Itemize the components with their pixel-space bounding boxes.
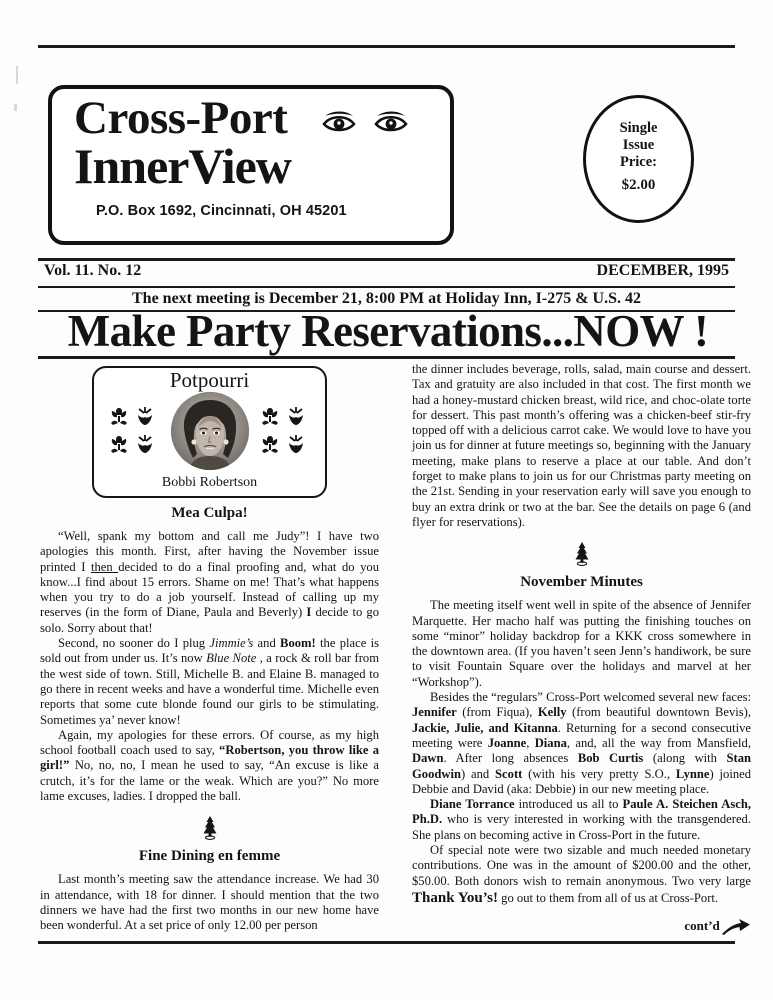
text-run-bold: Boom! bbox=[280, 636, 316, 651]
text-run: “Well, spank my bottom and call me Judy”! I have two apologies this month. First, after having the November issue printed I bbox=[40, 529, 379, 574]
masthead-title-line-1: Cross-Port bbox=[74, 92, 288, 144]
potpourri-title: Potpourri bbox=[169, 368, 250, 392]
text-run-bold: Diane Torrance bbox=[430, 797, 515, 812]
masthead-title-line-2: InnerView bbox=[74, 138, 291, 194]
continued-label: cont’d bbox=[684, 918, 720, 934]
text-run-bold: Thank You’s! bbox=[412, 889, 499, 906]
text-run-bold: “Robertson, you throw like a girl!” bbox=[40, 743, 379, 773]
paragraph-mea-culpa-2 bbox=[40, 636, 379, 728]
issue-band-rule bbox=[38, 258, 735, 261]
text-run: (from beautiful downtown Bevis), bbox=[566, 705, 752, 720]
text-run-bold: Kelly bbox=[537, 705, 567, 720]
flower-ornament-group-left bbox=[108, 402, 160, 458]
text-run-bold: Jackie, Julie, and Kitanna bbox=[412, 720, 558, 735]
paragraph-mea-culpa-3 bbox=[40, 728, 379, 804]
text-run: No, no, no, I mean he used to say, “An excuse is like a crutch, it’s for the lame or the weak. Which are you?” No more lame excuses, ladies. I dropped the ball. bbox=[40, 758, 379, 804]
text-run: (with his very pretty S.O., bbox=[522, 766, 676, 781]
christmas-tree-icon bbox=[571, 541, 593, 567]
text-run: , a rock & roll bar from the west side of town. Still, Michelle B. and Elaine B. managed to go there in recent weeks and have a wonderful time. Michelle even reports that some cute blonde found our girls to be stimulating. Sometimes ya’ never know! bbox=[40, 651, 379, 727]
single-issue-price-badge bbox=[583, 95, 694, 223]
text-run: (from Fiqua), bbox=[456, 705, 538, 720]
top-divider-rule bbox=[38, 45, 735, 48]
text-run: Again, my apologies for these errors. Of course, as my high school football coach used to say, bbox=[40, 727, 379, 758]
continued-marker bbox=[412, 917, 751, 937]
scan-artifact bbox=[14, 104, 17, 111]
heading-fine-dining: Fine Dining en femme bbox=[138, 848, 281, 865]
paragraph-minutes-3 bbox=[412, 797, 751, 843]
price-label-line-1: Single bbox=[619, 120, 658, 136]
text-run-italic: Jimmie’s bbox=[209, 636, 254, 651]
price-label-line-2: Issue bbox=[622, 137, 655, 154]
text-run: who is very interested in working with the transgendered. She plans on becoming active in Cross-Port in the future. bbox=[412, 812, 751, 842]
main-headline: Make Party Reservations...NOW ! bbox=[67, 306, 709, 356]
masthead-address: P.O. Box 1692, Cincinnati, OH 45201 bbox=[96, 203, 347, 219]
avatar bbox=[171, 392, 249, 470]
potpourri-byline: Bobbi Robertson bbox=[161, 475, 258, 490]
price-label bbox=[586, 120, 691, 171]
text-run-bold: Dawn bbox=[412, 751, 444, 766]
issue-date: DECEMBER, 1995 bbox=[596, 262, 729, 279]
text-run-bold: Stan Goodwin bbox=[412, 751, 752, 781]
text-run: and bbox=[253, 636, 281, 651]
text-run-bold: Scott bbox=[495, 766, 523, 781]
text-run-bold: Diana bbox=[534, 735, 567, 750]
paragraph-dinner-details: the dinner includes beverage, rolls, salad, main course and dessert. Tax and gratuity are also included in that cost. The first month we had a honey-mustard chicken breast, wild rice, and choc-olate torte for dessert. This past month’s offering was a chicken-beef stir-fry topped off with a delicious carrot cake. We would love to have you join us for dinner at future meetings so, beginning with the January meeting, make plans to reserve a place at our table. And don’t forget to make plans to join us for our Christmas party meeting on the 21st. Sending in your reservation early will save you enough to buy an extra drink or two at the bar. See the details on page 6 (and flyer for reservations). bbox=[412, 362, 751, 529]
right-column bbox=[412, 362, 751, 937]
price-amount: $2.00 bbox=[621, 177, 656, 193]
potpourri-masthead-box bbox=[92, 366, 327, 498]
heading-mea-culpa: Mea Culpa! bbox=[171, 505, 248, 521]
paragraph-minutes-2 bbox=[412, 690, 751, 797]
text-run-bold: I bbox=[306, 605, 312, 620]
left-column bbox=[40, 362, 379, 934]
text-run: the place is sold out from under us. It’s now bbox=[40, 636, 379, 666]
price-label-line-3: Price: bbox=[619, 154, 658, 171]
eyes-decoration bbox=[320, 107, 430, 141]
flower-ornament-group-right bbox=[259, 402, 311, 458]
text-run: Besides the “regulars” Cross-Port welcomed several new faces: bbox=[430, 690, 751, 705]
bottom-divider-rule bbox=[38, 941, 735, 944]
text-run-bold: Joanne bbox=[487, 735, 527, 750]
issue-info-line bbox=[44, 262, 729, 284]
text-run: go out to them from all of us at Cross-Port. bbox=[498, 890, 719, 905]
eye-icon bbox=[320, 107, 430, 141]
text-run: decided to do a final proofing and, what do you know...I find about 15 errors. Shame on me! That’s what happens when you try to do a job yourself. Instead of calling up my reserves (in the form of Diane, Paula and Beverly) bbox=[40, 559, 379, 620]
text-run-bold: Bob Curtis bbox=[577, 751, 644, 766]
text-run-italic: Blue Note bbox=[206, 651, 257, 666]
portrait-photo bbox=[171, 392, 249, 470]
volume-number: Vol. 11. No. 12 bbox=[44, 262, 142, 279]
text-run: . Returning for a second consecutive meeting were bbox=[412, 720, 751, 750]
flower-ornament-icon bbox=[259, 402, 311, 458]
text-run: decide to go solo. Sorry about that! bbox=[40, 605, 379, 635]
scan-artifact bbox=[16, 66, 18, 84]
text-run: , and, all the way from Mansfield, bbox=[566, 735, 751, 750]
next-meeting-banner: The next meeting is December 21, 8:00 PM at Holiday Inn, I-275 & U.S. 42 bbox=[38, 286, 735, 312]
text-run-bold: Paule A. Steichen Asch, Ph.D. bbox=[412, 797, 751, 827]
text-run: . After long absences bbox=[443, 751, 578, 766]
text-run: Second, no sooner do I plug bbox=[58, 636, 210, 651]
flower-ornament-icon bbox=[108, 402, 160, 458]
paragraph-minutes-1: The meeting itself went well in spite of the absence of Jennifer Marquette. Her macho half was putting the finishing touches on some “minor” holiday backdrop for a KKK cross somewhere in the downtown area. (If you haven’t seen Jenn’s handiwork, be sure to visit Fountain Square over the holidays and marvel at her “Workshop”). bbox=[412, 598, 751, 689]
arrow-right-icon bbox=[721, 917, 751, 937]
text-run: introduced us all to bbox=[514, 797, 623, 812]
text-run: Of special note were two sizable and much needed monetary contributions. One was in the amount of $200.00 and the other, $50.00. Both donors wish to remain anonymous. Two very large bbox=[412, 843, 751, 888]
text-run: , bbox=[526, 735, 535, 750]
christmas-tree-icon bbox=[199, 815, 221, 841]
text-run: ) and bbox=[461, 766, 496, 781]
headline-bottom-rule bbox=[38, 356, 735, 359]
text-run-underline: then bbox=[90, 559, 119, 574]
masthead-logo-box bbox=[48, 85, 454, 245]
paragraph-minutes-4 bbox=[412, 843, 751, 907]
text-run: ) joined Debbie and David (aka: Debbie) in our new meeting place. bbox=[412, 766, 752, 796]
paragraph-mea-culpa-1 bbox=[40, 529, 379, 636]
heading-november-minutes: November Minutes bbox=[520, 574, 643, 591]
text-run-bold: Lynne bbox=[675, 766, 710, 781]
text-run-bold: Jennifer bbox=[412, 705, 457, 720]
text-run: (along with bbox=[643, 751, 727, 766]
paragraph-fine-dining-1: Last month’s meeting saw the attendance increase. We had 30 in attendance, with 18 for dinner. I should mention that the two dinners we have had the first two months in our new home have been wonderful. At a set price of only 12.00 per person bbox=[40, 872, 379, 933]
